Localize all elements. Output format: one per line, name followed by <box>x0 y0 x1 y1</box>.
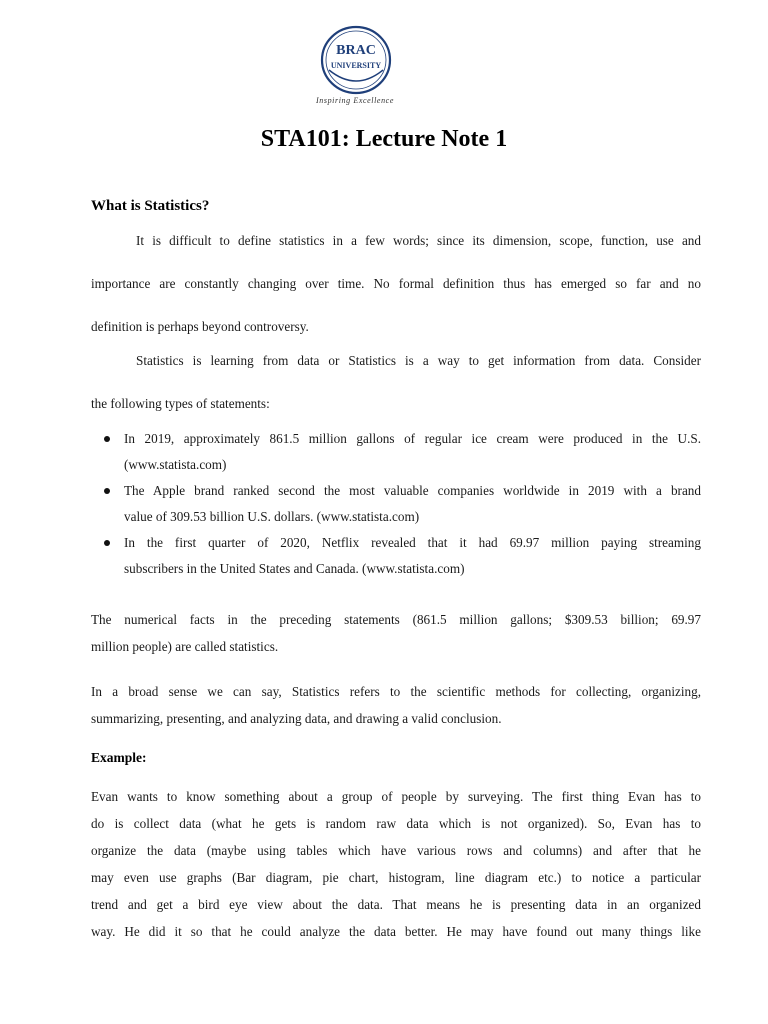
text-line: do is collect data (what he gets is random raw data which is not organized). So, Evan has to <box>91 816 701 831</box>
bullet-icon <box>104 436 110 442</box>
text-line: (www.statista.com) <box>124 457 227 472</box>
text-line: way. He did it so that he could analyze the data better. He may have found out many things like <box>91 924 701 939</box>
text-line: definition is perhaps beyond controversy. <box>91 319 309 334</box>
paragraph-example <box>91 783 701 945</box>
paragraph-definition <box>91 219 701 348</box>
text-line: subscribers in the United States and Canada. (www.statista.com) <box>124 561 465 576</box>
statement-list <box>91 426 701 582</box>
list-item <box>91 530 701 582</box>
page-title: STA101: Lecture Note 1 <box>260 126 508 152</box>
paragraph-numerical-facts <box>91 606 701 660</box>
svg-text:UNIVERSITY: UNIVERSITY <box>330 61 382 70</box>
list-item <box>91 478 701 530</box>
text-line: organize the data (maybe using tables which have various rows and columns) and after that he <box>91 843 701 858</box>
bullet-icon <box>104 540 110 546</box>
text-line: In the first quarter of 2020, Netflix revealed that it had 69.97 million paying streaming <box>124 535 701 550</box>
text-line: million people) are called statistics. <box>91 639 279 654</box>
text-line: importance are constantly changing over time. No formal definition thus has emerged so far and no <box>91 276 701 291</box>
list-item <box>91 426 701 478</box>
text-line: Statistics is learning from data or Statistics is a way to get information from data. Consider <box>136 353 701 368</box>
text-line: It is difficult to define statistics in a few words; since its dimension, scope, function, use and <box>136 233 701 248</box>
logo-tagline: Inspiring Excellence <box>316 96 394 105</box>
example-heading: Example: <box>91 750 147 765</box>
text-line: the following types of statements: <box>91 396 270 411</box>
section-heading: What is Statistics? <box>91 198 210 214</box>
text-line: In a broad sense we can say, Statistics refers to the scientific methods for collecting, organizing, <box>91 684 701 699</box>
bullet-icon <box>104 488 110 494</box>
paragraph-learning <box>91 339 701 425</box>
text-line: The Apple brand ranked second the most valuable companies worldwide in 2019 with a brand <box>124 483 701 498</box>
text-line: value of 309.53 billion U.S. dollars. (www.statista.com) <box>124 509 420 524</box>
paragraph-broad-sense <box>91 678 701 732</box>
svg-text:BRAC: BRAC <box>336 43 376 58</box>
text-line: summarizing, presenting, and analyzing data, and drawing a valid conclusion. <box>91 711 502 726</box>
text-line: may even use graphs (Bar diagram, pie chart, histogram, line diagram etc.) to notice a particular <box>91 870 701 885</box>
text-line: trend and get a bird eye view about the data. That means he is presenting data in an organized <box>91 897 701 912</box>
text-line: In 2019, approximately 861.5 million gallons of regular ice cream were produced in the U.S. <box>124 431 701 446</box>
text-line: The numerical facts in the preceding statements (861.5 million gallons; $309.53 billion; 69.97 <box>91 612 701 627</box>
text-line: Evan wants to know something about a group of people by surveying. The first thing Evan has to <box>91 789 701 804</box>
